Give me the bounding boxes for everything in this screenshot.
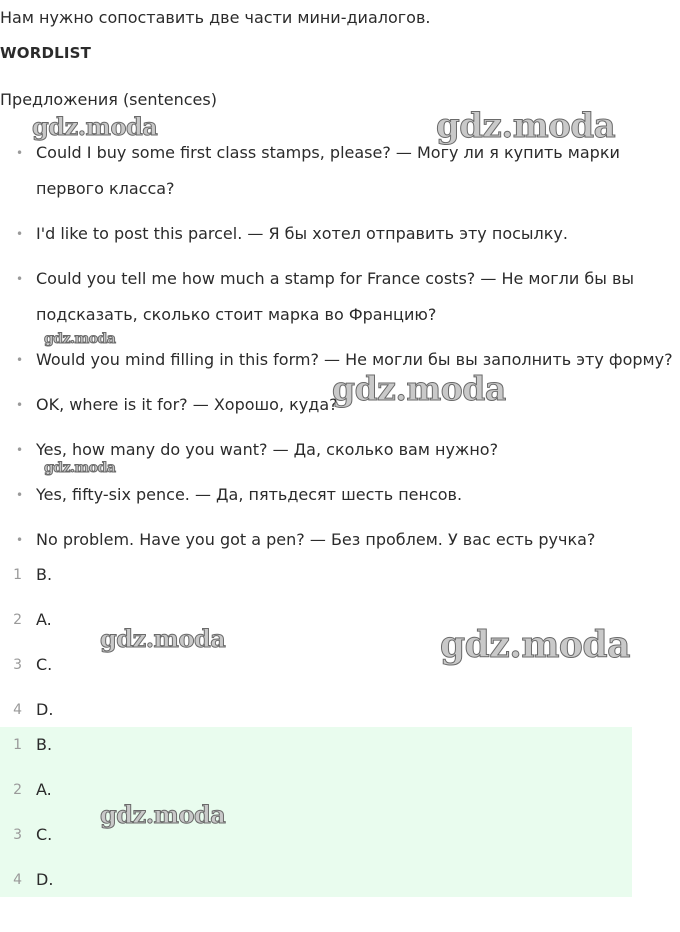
answer-number: 3 bbox=[13, 657, 22, 673]
answer-text: C. bbox=[36, 655, 53, 674]
sentence-text: Could I buy some first class stamps, please? — Могу ли я купить марки bbox=[36, 143, 620, 162]
bullet-icon: • bbox=[16, 146, 24, 160]
bullet-icon: • bbox=[16, 227, 24, 241]
answer-number: 4 bbox=[13, 872, 22, 888]
answer-number: 1 bbox=[13, 567, 22, 583]
list-item bbox=[16, 522, 596, 558]
highlighted-answer-block bbox=[0, 727, 632, 897]
sentence-text: No problem. Have you got a pen? — Без проблем. У вас есть ручка? bbox=[36, 530, 596, 549]
watermark-logo: gdz.moda bbox=[44, 331, 116, 347]
list-item bbox=[16, 477, 463, 513]
list-item bbox=[16, 387, 338, 423]
bullet-icon: • bbox=[16, 443, 24, 457]
answer-number: 4 bbox=[13, 702, 22, 718]
watermark-logo: gdz.moda bbox=[436, 106, 616, 146]
list-item-continuation bbox=[36, 171, 175, 207]
sentence-text: Would you mind filling in this form? — Не могли бы вы заполнить эту форму? bbox=[36, 350, 673, 369]
list-item bbox=[16, 261, 635, 297]
bullet-icon: • bbox=[16, 398, 24, 412]
sentence-text: Could you tell me how much a stamp for France costs? — Не могли бы вы bbox=[36, 269, 635, 288]
section-title: Предложения (sentences) bbox=[0, 90, 217, 109]
sentence-text: Yes, how many do you want? — Да, сколько вам нужно? bbox=[36, 440, 499, 459]
answer-text: B. bbox=[36, 565, 53, 584]
answer-number: 3 bbox=[13, 827, 22, 843]
watermark-logo: gdz.moda bbox=[332, 369, 506, 408]
answer-text: D. bbox=[36, 700, 54, 719]
answer-number: 1 bbox=[13, 737, 22, 753]
watermark-logo: gdz.moda bbox=[100, 800, 226, 829]
sentence-text: Yes, fifty-six pence. — Да, пятьдесят шесть пенсов. bbox=[36, 485, 463, 504]
intro-text: Нам нужно сопоставить две части мини-диалогов. bbox=[0, 8, 431, 27]
bullet-icon: • bbox=[16, 272, 24, 286]
bullet-icon: • bbox=[16, 353, 24, 367]
watermark-logo: gdz.moda bbox=[440, 624, 630, 666]
sentence-text: первого класса? bbox=[36, 179, 175, 198]
answer-text: D. bbox=[36, 870, 54, 889]
watermark-logo: gdz.moda bbox=[44, 460, 116, 476]
sentence-text: I'd like to post this parcel. — Я бы хотел отправить эту посылку. bbox=[36, 224, 568, 243]
sentence-text: подсказать, сколько стоит марка во Францию? bbox=[36, 305, 437, 324]
wordlist-heading: WORDLIST bbox=[0, 44, 92, 62]
answer-number: 2 bbox=[13, 612, 22, 628]
bullet-icon: • bbox=[16, 488, 24, 502]
list-item bbox=[16, 216, 568, 252]
bullet-icon: • bbox=[16, 533, 24, 547]
watermark-logo: gdz.moda bbox=[32, 112, 158, 141]
answer-text: B. bbox=[36, 735, 53, 754]
answer-text: C. bbox=[36, 825, 53, 844]
watermark-logo: gdz.moda bbox=[100, 624, 226, 653]
answer-text: A. bbox=[36, 780, 52, 799]
list-item-continuation bbox=[36, 297, 436, 333]
sentence-text: OK, where is it for? — Хорошо, куда? bbox=[36, 395, 338, 414]
answer-text: A. bbox=[36, 610, 52, 629]
answer-number: 2 bbox=[13, 782, 22, 798]
